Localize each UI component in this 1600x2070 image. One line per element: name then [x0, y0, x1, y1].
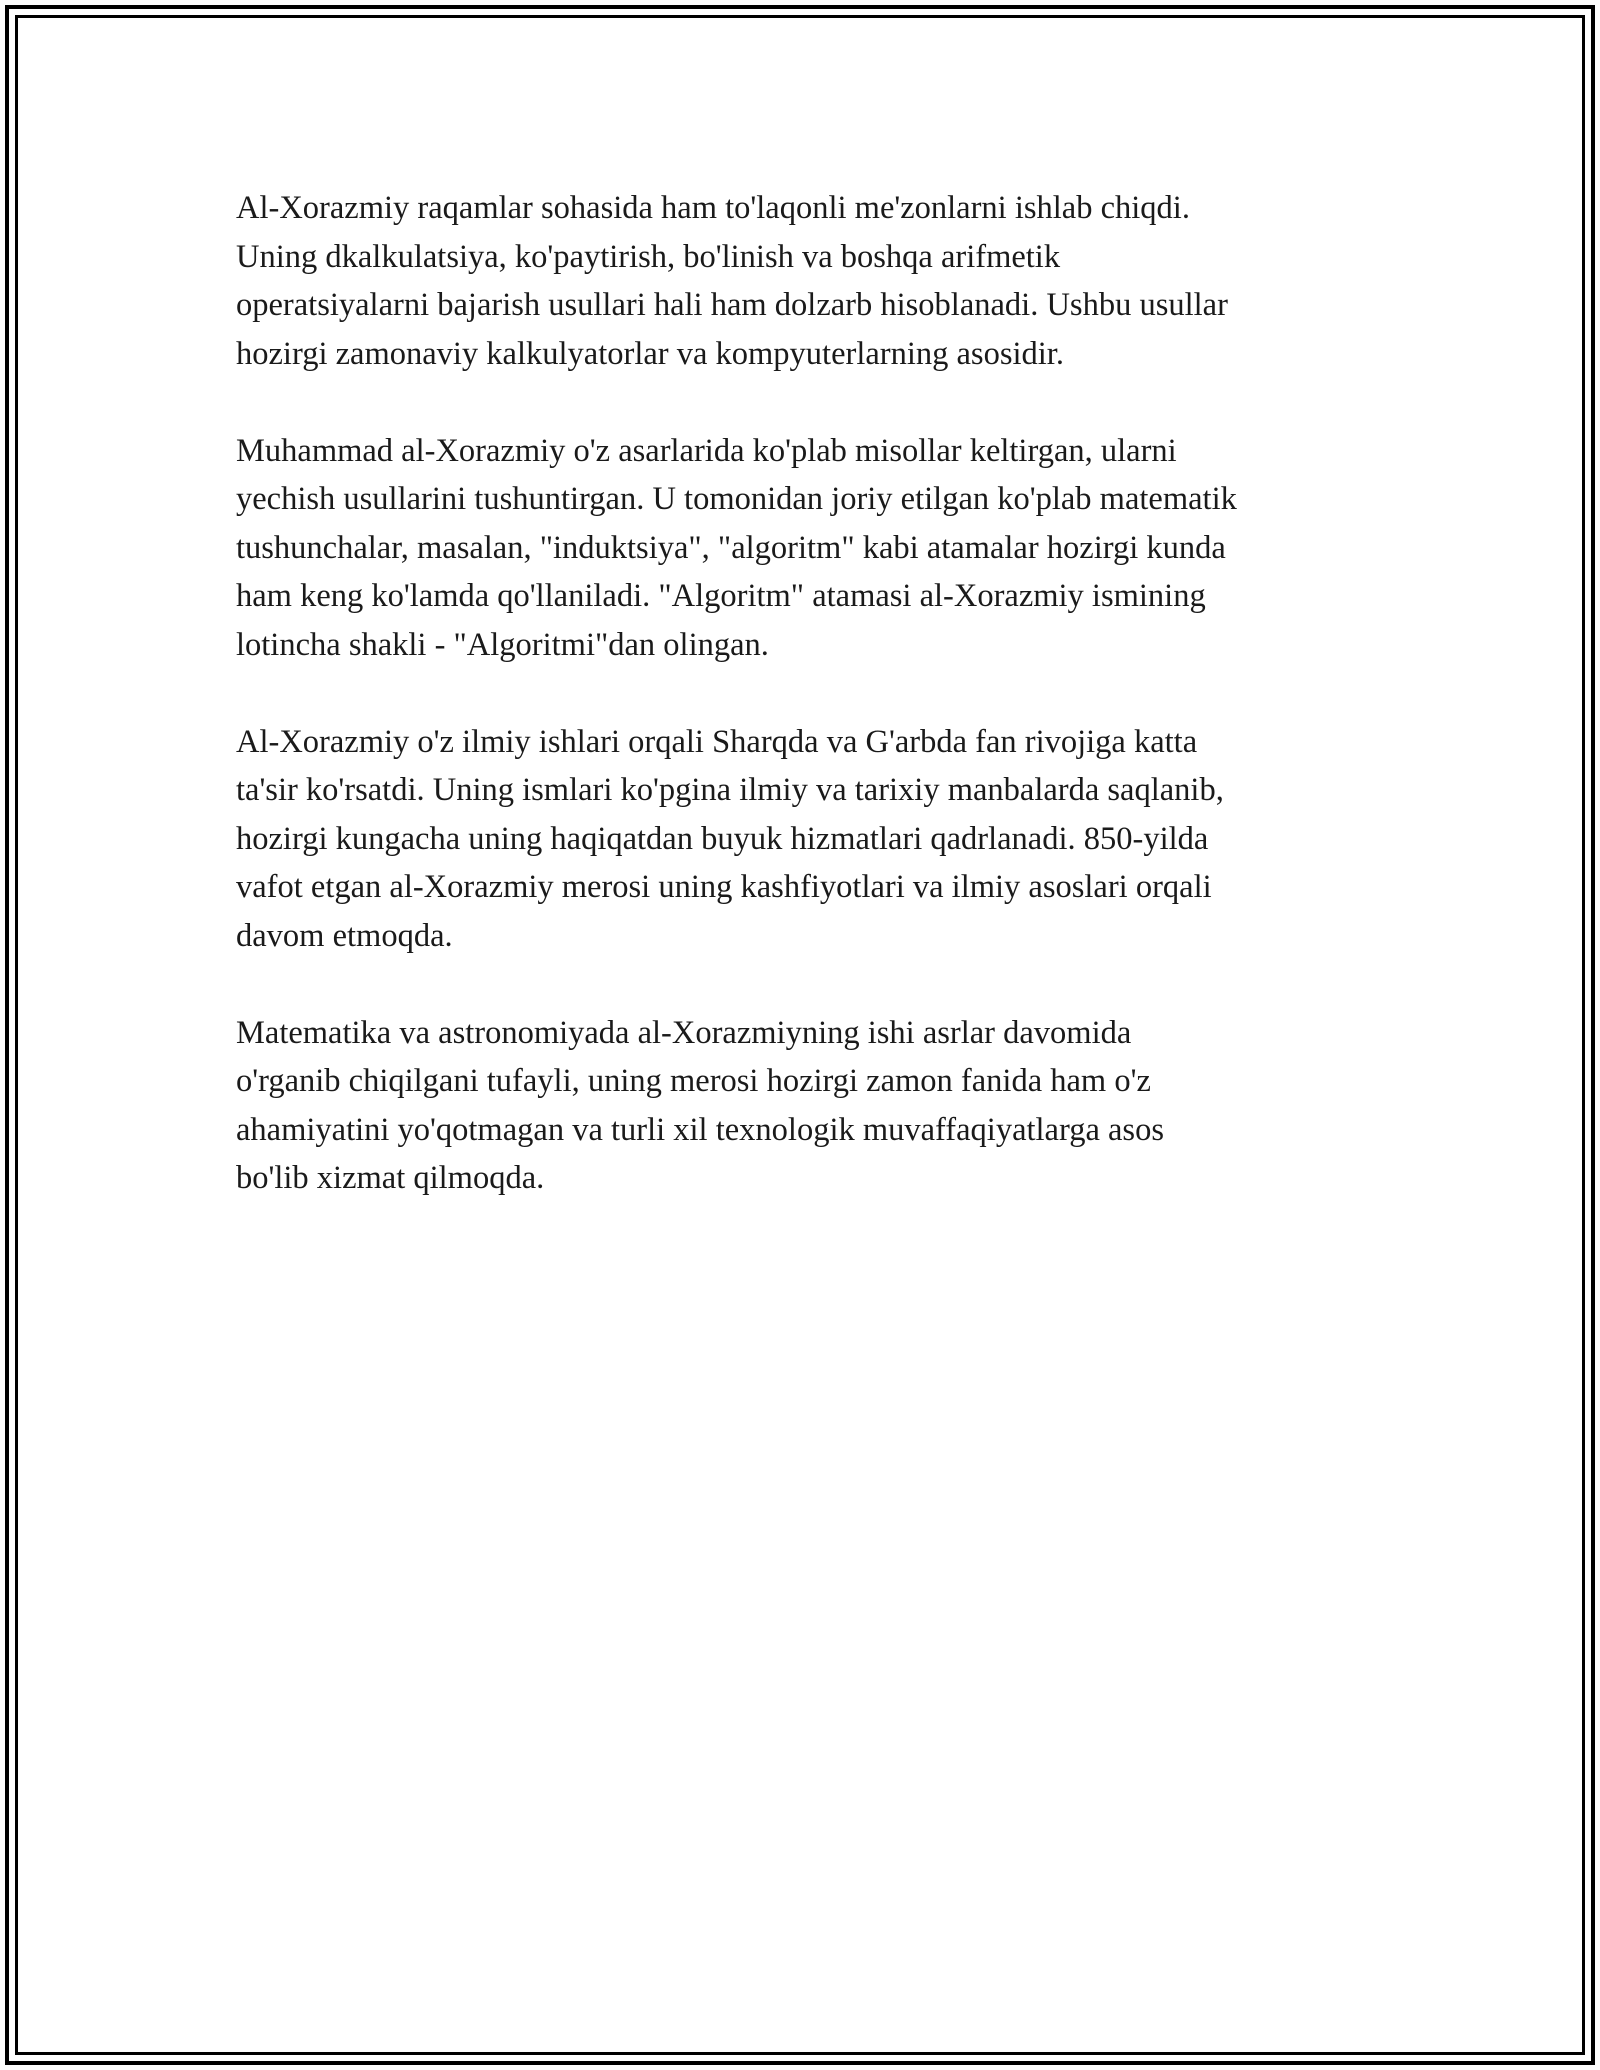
paragraph-4: Matematika va astronomiyada al-Xorazmiyning ishi asrlar davomida o'rganib chiqilgani tufayli, uning merosi hozirgi zamon fanida ham o'z ahamiyatini yo'qotmagan va turli xil texnologik muvaffaqiyatlarga asos bo'lib xizmat qilmoqda. [236, 1014, 1164, 1196]
document-body [236, 184, 1406, 1251]
paragraph-1: Al-Xorazmiy raqamlar sohasida ham to'laqonli me'zonlarni ishlab chiqdi. Uning dkalkulatsiya, ko'paytirish, bo'linish va boshqa arifmetik operatsiyalarni bajarish usullari hali ham dolzarb hisoblanadi. Ushbu usullar hozirgi zamonaviy kalkulyatorlar va kompyuterlarning asosidir. [236, 190, 1228, 372]
paragraph-3: Al-Xorazmiy o'z ilmiy ishlari orqali Sharqda va G'arbda fan rivojiga katta ta'sir ko'rsatdi. Uning ismlari ko'pgina ilmiy va tarixiy manbalarda saqlanib, hozirgi kungacha uning haqiqatdan buyuk hizmatlari qadrlanadi. 850-yilda vafot etgan al-Xorazmiy merosi uning kashfiyotlari va ilmiy asoslari orqali davom etmoqda. [236, 723, 1224, 954]
paragraph-2: Muhammad al-Xorazmiy o'z asarlarida ko'plab misollar keltirgan, ularni yechish usullarini tushuntirgan. U tomonidan joriy etilgan ko'plab matematik tushunchalar, masalan, "induktsiya", "algoritm" kabi atamalar hozirgi kunda ham keng ko'lamda qo'llaniladi. "Algoritm" atamasi al-Xorazmiy ismining lotincha shakli - "Algoritmi"dan olingan. [236, 432, 1237, 663]
